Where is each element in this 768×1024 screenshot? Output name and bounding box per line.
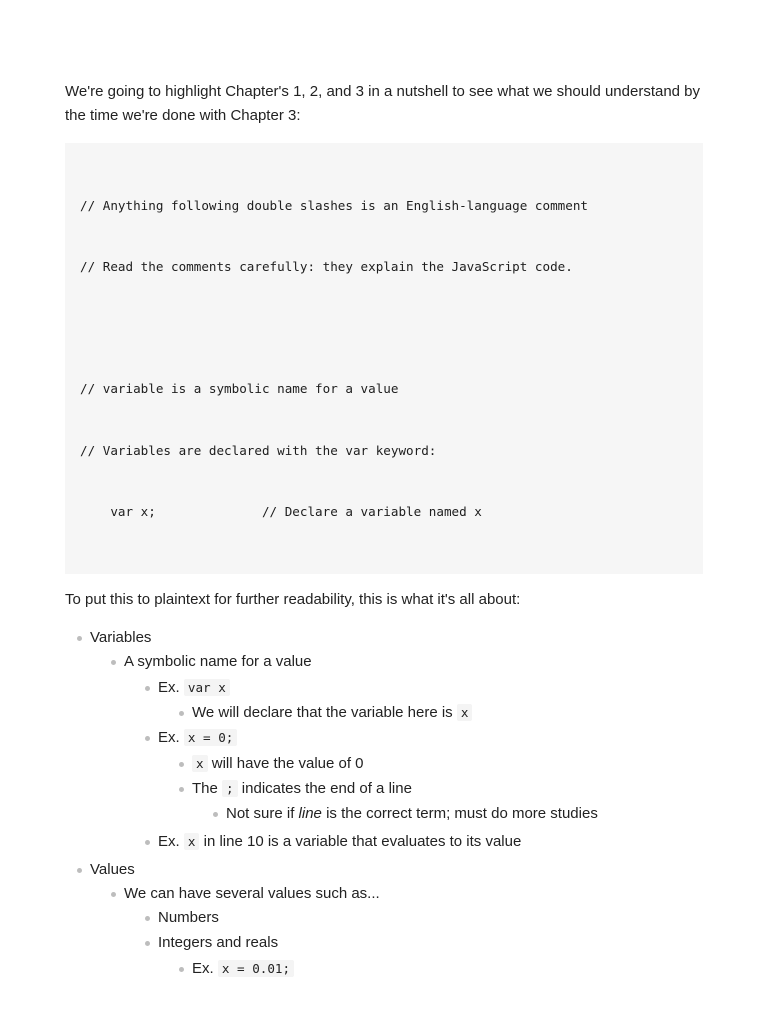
example-label: Ex.	[192, 960, 214, 977]
list-item-values	[90, 858, 135, 882]
inline-code: x	[457, 704, 473, 721]
code-line	[80, 318, 703, 338]
list-item-label: Variables	[90, 629, 152, 646]
list-item-label: Values	[90, 861, 135, 878]
code-line: var x; // Declare a variable named x	[80, 503, 482, 519]
list-item-label: in line 10 is a variable that evaluates to its value	[203, 833, 522, 850]
list-item-variables	[90, 626, 151, 650]
intro-paragraph: We're going to highlight Chapter's 1, 2, and 3 in a nutshell to see what we should understand by the time we're done with Chapter 3:	[65, 83, 701, 124]
code-line: // Anything following double slashes is an English-language comment	[80, 197, 588, 213]
list-item-example-assign	[158, 726, 237, 750]
list-item-numbers	[158, 906, 219, 930]
list-item-label: will have the value of 0	[211, 755, 364, 772]
list-item-example-decimal	[192, 957, 294, 981]
inline-code: x	[192, 755, 208, 772]
list-item-declare	[192, 701, 472, 725]
code-line: // Variables are declared with the var keyword:	[80, 442, 437, 458]
list-item-label: Not sure if	[226, 805, 295, 822]
list-item-integers-reals	[158, 931, 278, 955]
list-item-example-evaluate	[158, 830, 521, 854]
code-line: // variable is a symbolic name for a value	[80, 381, 399, 397]
code-line	[80, 563, 703, 574]
list-item-label: A symbolic name for a value	[124, 653, 312, 670]
list-item-value	[192, 752, 364, 776]
example-label: Ex.	[158, 729, 180, 746]
list-item-not-sure	[226, 802, 598, 826]
inline-code: x	[184, 833, 200, 850]
list-item-label: indicates the end of a line	[241, 780, 412, 797]
list-item-label: We can have several values such as...	[124, 885, 380, 902]
list-item-symbolic-name	[124, 650, 312, 674]
list-item-several-values	[124, 882, 380, 906]
inline-code: x = 0.01;	[218, 960, 294, 977]
list-item-label: Integers and reals	[158, 934, 279, 951]
summary-paragraph: To put this to plaintext for further readability, this is what it's all about:	[65, 591, 521, 608]
list-item-label: We will declare that the variable here is	[192, 704, 453, 721]
example-label: Ex.	[158, 679, 180, 696]
inline-code: var x	[184, 679, 230, 696]
list-item-label: is the correct term; must do more studies	[326, 805, 598, 822]
inline-code: ;	[222, 780, 238, 797]
code-block	[65, 143, 703, 574]
inline-code: x = 0;	[184, 729, 238, 746]
emphasis-text: line	[298, 805, 322, 822]
code-line: // Read the comments carefully: they explain the JavaScript code.	[80, 259, 573, 275]
list-item-example-var	[158, 676, 230, 700]
list-item-semicolon	[192, 777, 412, 801]
list-item-label: The	[192, 780, 218, 797]
list-item-label: Numbers	[158, 909, 219, 926]
example-label: Ex.	[158, 833, 180, 850]
